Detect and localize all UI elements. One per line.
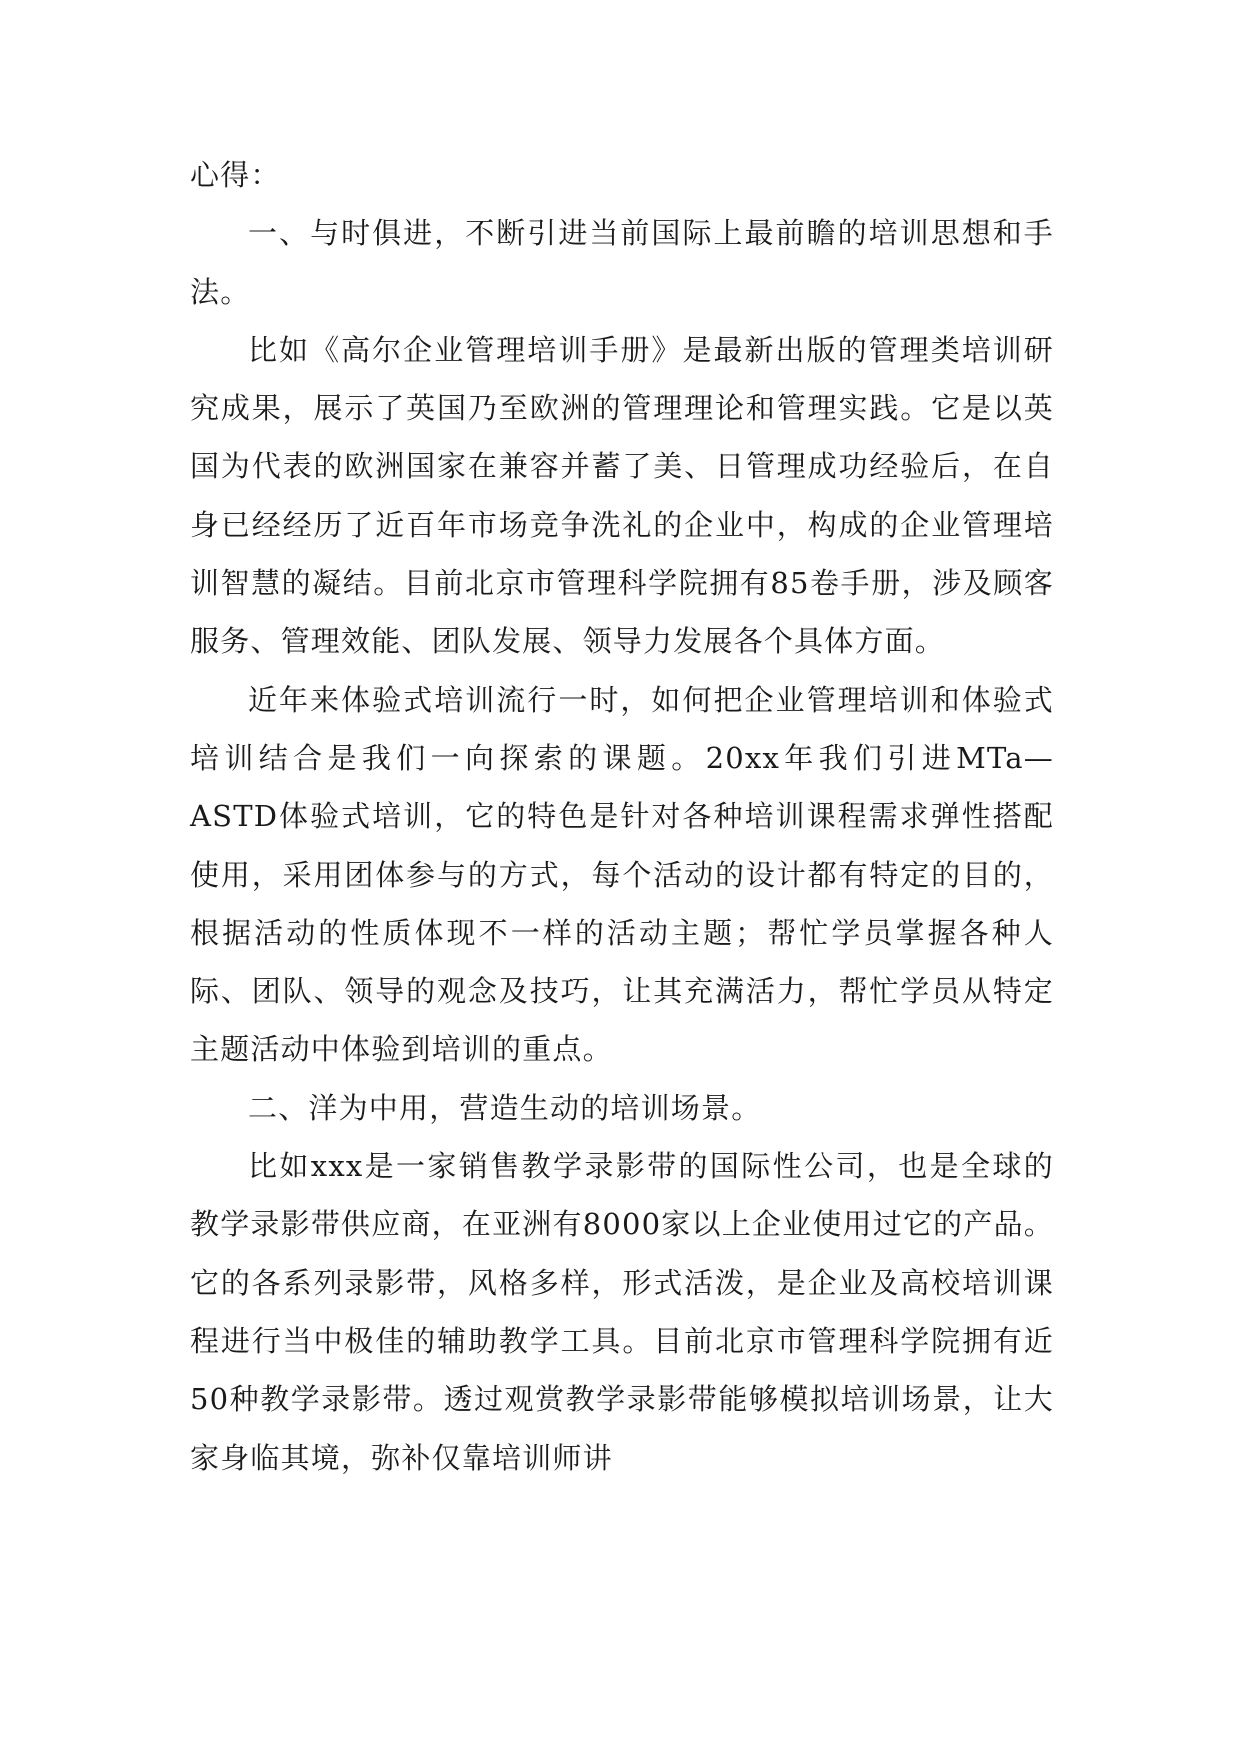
body-paragraph-2: 近年来体验式培训流行一时，如何把企业管理培训和体验式培训结合是我们一向探索的课题。20xx年我们引进MTa—ASTD体验式培训，它的特色是针对各种培训课程需求弹性搭配使用，采用团体参与的方式，每个活动的设计都有特定的目的，根据活动的性质体现不一样的活动主题；帮忙学员掌握各种人际、团队、领导的观念及技巧，让其充满活力，帮忙学员从特定主题活动中体验到培训的重点。	[190, 682, 1054, 1067]
intro-paragraph: 心得：	[190, 158, 281, 192]
body-paragraph-1: 比如《高尔企业管理培训手册》是最新出版的管理类培训研究成果，展示了英国乃至欧洲的管理理论和管理实践。它是以英国为代表的欧洲国家在兼容并蓄了美、日管理成功经验后，在自身已经经历了近百年市场竞争洗礼的企业中，构成的企业管理培训智慧的凝结。目前北京市管理科学院拥有85卷手册，涉及顾客服务、管理效能、团队发展、领导力发展各个具体方面。	[190, 332, 1054, 659]
document-body	[190, 146, 1054, 1487]
section-heading-1: 一、与时俱进，不断引进当前国际上最前瞻的培训思想和手法。	[190, 216, 1054, 309]
body-paragraph-3: 比如xxx是一家销售教学录影带的国际性公司，也是全球的教学录影带供应商，在亚洲有8000家以上企业使用过它的产品。它的各系列录影带，风格多样，形式活泼，是企业及高校培训课程进行当中极佳的辅助教学工具。目前北京市管理科学院拥有近50种教学录影带。透过观赏教学录影带能够模拟培训场景，让大家身临其境，弥补仅靠培训师讲	[190, 1149, 1054, 1475]
section-heading-2: 二、洋为中用，营造生动的培训场景。	[248, 1090, 762, 1125]
